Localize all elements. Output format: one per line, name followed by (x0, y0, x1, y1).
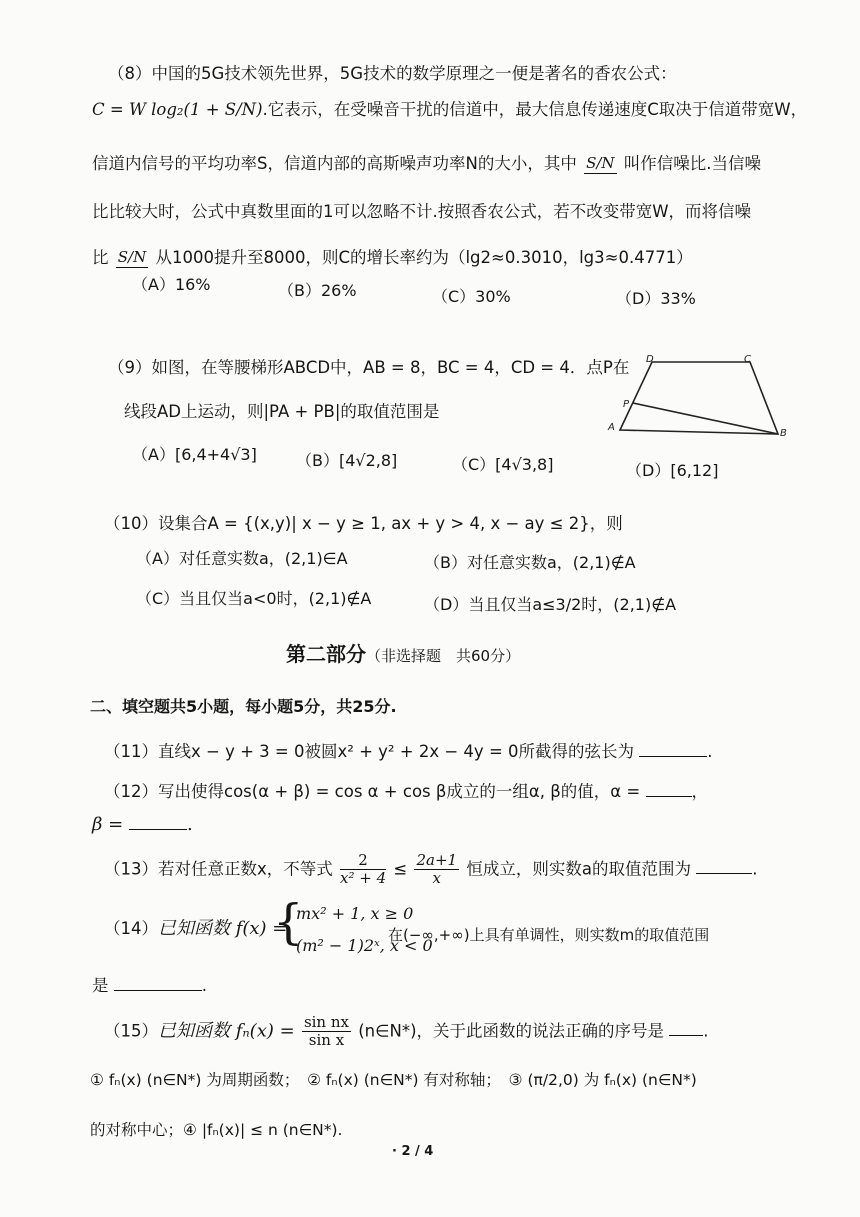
q9-option-d: （D）[6,12] (626, 461, 719, 480)
segment-pb (633, 403, 778, 434)
q9-line1-text: 如图，在等腰梯形ABCD中，AB = 8，BC = 4，CD = 4．点P在 (151, 358, 630, 377)
part2-title: 第二部分 (286, 642, 366, 666)
q9-option-c: （C）[4√3,8] (452, 455, 554, 474)
q12-beta-label: β = (92, 814, 124, 835)
q8-line3-frac-text: S/N (586, 154, 615, 173)
q13-lhs-fraction (340, 852, 386, 888)
q8-line3-text: 信道内信号的平均功率S，信道内部的高斯噪声功率N的大小，其中 (92, 154, 577, 173)
q8-line4: 比比较大时，公式中真数里面的1可以忽略不计.按照香农公式，若不改变带宽W，而将信噪 (92, 202, 752, 221)
q13-rhs-num: 2a+1 (416, 851, 458, 869)
q13-rhs-den: x (432, 869, 441, 888)
q15-end: . (703, 1021, 709, 1041)
q15-line3: 的对称中心；④ |fₙ(x)| ≤ n (n∈N*). (90, 1121, 343, 1139)
q13-end: . (752, 859, 758, 879)
q12-alpha-blank[interactable] (646, 795, 692, 797)
q11-number: （11） (104, 742, 158, 761)
q15 (104, 1014, 709, 1050)
q10-option-c: （C）当且仅当a<0时，(2,1)∉A (136, 589, 372, 608)
q8-line5 (92, 244, 693, 268)
q13-rhs-fraction (414, 852, 459, 888)
q14-brace: { (273, 894, 304, 950)
q15-line2: ① fₙ(x) (n∈N*) 为周期函数； ② fₙ(x) (n∈N*) 有对称轴； ③ (π/2,0) 为 fₙ(x) (n∈N*) (90, 1071, 697, 1089)
q9-line1 (108, 354, 629, 378)
q14-case2: (m² − 1)2ˣ, x < 0 (296, 936, 433, 955)
q14-text2: 在(−∞,+∞)上具有单调性，则实数m的取值范围 (388, 926, 710, 944)
q12 (104, 778, 708, 802)
q8-option-d: （D）33% (616, 289, 696, 308)
label-a: A (608, 422, 615, 433)
q15-fraction (302, 1014, 351, 1050)
q15-frac-num: sin nx (303, 1013, 349, 1031)
q8-formula: C = W log₂(1 + S/N) (92, 100, 263, 119)
q14 (104, 914, 287, 940)
q10-stem (104, 510, 623, 534)
q8-number: （8） (108, 64, 152, 83)
q10-option-a: （A）对任意实数a，(2,1)∈A (136, 549, 348, 568)
q10-number: （10） (104, 514, 158, 533)
q12-line2 (92, 814, 193, 835)
q10-stem-text: 设集合A = {(x,y)| x − y ≥ 1, ax + y > 4, x − ay ≤ 2}，则 (158, 514, 623, 533)
q13 (104, 852, 757, 888)
q15-number: （15） (104, 1021, 158, 1041)
q8-intro: 中国的5G技术领先世界，5G技术的数学原理之一便是著名的香农公式： (151, 64, 677, 83)
q8-line5-frac-text: S/N (117, 248, 147, 267)
q12-end: ， (691, 782, 709, 801)
q8-line2 (92, 96, 807, 120)
q12-text: 写出使得cos(α + β) = cos α + cos β成立的一组α, β的值，α = (158, 782, 641, 801)
q8-snr-fraction-2 (116, 249, 148, 267)
q14-number: （14） (104, 919, 158, 938)
q9-option-a: （A）[6,4+4√3] (132, 445, 257, 464)
q8-line2-rest: .它表示，在受噪音干扰的信道中，最大信息传递速度C取决于信道带宽W， (262, 100, 808, 119)
q13-lhs-den: x² + 4 (340, 869, 387, 888)
label-c: C (744, 354, 751, 365)
q14-answer-blank[interactable] (114, 989, 202, 991)
q14-case1: mx² + 1, x ≥ 0 (296, 904, 414, 923)
q14-function-def: 已知函数 f(x) = (158, 918, 288, 939)
q8-snr-fraction (584, 155, 616, 173)
q14-line2 (92, 972, 207, 996)
q13-text2: 恒成立，则实数a的取值范围为 (466, 859, 691, 879)
q8-line1 (108, 60, 677, 84)
q8-line5-start: 比 (92, 248, 109, 267)
q11 (104, 738, 713, 762)
q15-function-def: 已知函数 fₙ(x) = (158, 1020, 295, 1042)
trapezoid-figure (600, 352, 800, 442)
q13-lhs-num: 2 (340, 852, 386, 870)
part2-heading (286, 638, 520, 667)
part2-subtitle: （非选择题 共60分） (366, 647, 521, 665)
q15-frac-den: sin x (308, 1031, 345, 1050)
q13-number: （13） (104, 859, 158, 879)
q11-end: . (707, 742, 713, 761)
section2-heading: 二、填空题共5小题，每小题5分，共25分. (90, 697, 397, 716)
q9-number: （9） (108, 358, 152, 377)
q10-option-d: （D）当且仅当a≤3/2时，(2,1)∉A (424, 595, 677, 614)
q14-line2-end: . (201, 976, 207, 995)
q8-line3 (92, 150, 761, 174)
q8-option-c: （C）30% (432, 287, 511, 306)
q13-rel: ≤ (393, 859, 408, 879)
q12-number: （12） (104, 782, 158, 801)
q10-option-b: （B）对任意实数a，(2,1)∉A (424, 553, 636, 572)
q9-option-b: （B）[4√2,8] (296, 451, 398, 470)
q12-beta-blank[interactable] (129, 828, 187, 830)
label-p: P (623, 399, 630, 410)
label-d: D (646, 354, 654, 365)
q15-answer-blank[interactable] (669, 1034, 703, 1036)
q13-text1: 若对任意正数x，不等式 (158, 859, 333, 879)
q14-line2-text: 是 (92, 976, 109, 995)
q11-text: 直线x − y + 3 = 0被圆x² + y² + 2x − 4y = 0所截得的弦长为 (158, 742, 635, 761)
page-number: · 2 / 4 (392, 1144, 434, 1159)
q8-option-b: （B）26% (278, 281, 357, 300)
label-b: B (780, 428, 787, 439)
trapezoid-abcd (620, 362, 778, 434)
q13-answer-blank[interactable] (696, 872, 752, 874)
q11-answer-blank[interactable] (639, 755, 707, 757)
q8-line3-end: 叫作信噪比.当信噪 (623, 154, 762, 173)
q12-line2-end: . (186, 814, 193, 835)
q8-line5-rest: 从1000提升至8000，则C的增长率约为（lg2≈0.3010，lg3≈0.4771） (155, 248, 693, 267)
q15-text2: (n∈N*)，关于此函数的说法正确的序号是 (358, 1021, 665, 1041)
q9-line2: 线段AD上运动，则|PA + PB|的取值范围是 (124, 402, 440, 421)
q8-option-a: （A）16% (132, 275, 211, 294)
